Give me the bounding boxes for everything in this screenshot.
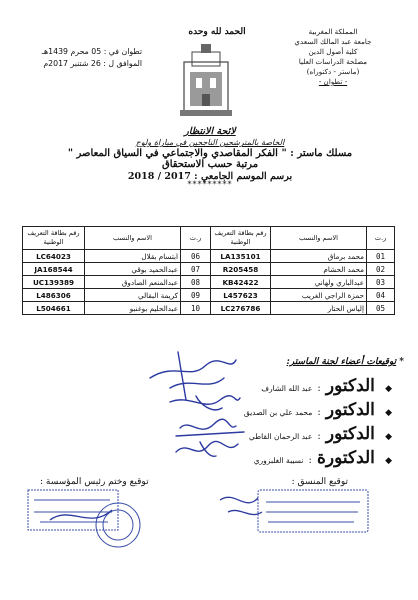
id-cell: R205458 — [211, 263, 271, 276]
member-rank: الدكتور — [325, 400, 375, 420]
table-row — [23, 289, 395, 302]
rank-cell: 05 — [367, 302, 395, 315]
program-prefix: مسلك ماستر : — [290, 148, 353, 159]
ministry-line: (ماستر - دكتوراه) — [306, 67, 360, 76]
committee-member: ◆ الدكتور : عبد الرحمان القاطي — [248, 424, 392, 444]
name-cell: عبدالحميد بوقي — [85, 263, 181, 276]
committee-member: ◆ الدكتور : عبد الله الشارف — [261, 376, 392, 396]
rank-cell: 01 — [367, 250, 395, 263]
coordinator-signature-label: توقيع المنسق : — [291, 477, 348, 487]
name-cell: محمد الحشام — [271, 263, 367, 276]
city-name: - تطوان - — [318, 77, 348, 86]
name-cell: كريمة البقالي — [85, 289, 181, 302]
signatures-heading: توقيعات أعضاء لجنة الماستر: — [286, 357, 397, 367]
ministry-line: مصلحة الدراسات العليا — [298, 57, 368, 66]
committee-member: ◆ الدكتور : محمد علي بن الصديق — [243, 400, 392, 420]
rank-cell: 06 — [181, 250, 211, 263]
program-name: " الفكر المقاصدي والاجتماعي في السياق المعاصر " — [67, 148, 287, 159]
id-cell: L457623 — [211, 289, 271, 302]
list-subtitle: الخاصة بالمترشحين الناجحين في مباراة ولوج — [135, 138, 285, 147]
president-stamp-icon — [28, 490, 140, 547]
member-name: عبد الرحمان القاطي — [248, 432, 313, 441]
column-header-id: رقم بطاقة التعريف الوطنية — [211, 227, 271, 250]
name-cell: عبدالباري ولهاني — [271, 276, 367, 289]
ministry-line: المملكة المغربية — [308, 27, 358, 36]
id-cell: LC64023 — [23, 250, 85, 263]
id-cell: KB42422 — [211, 276, 271, 289]
id-cell: LC276786 — [211, 302, 271, 315]
table-row — [23, 250, 395, 263]
bullet-icon: ◆ — [385, 384, 392, 394]
column-header-id: رقم بطاقة التعريف الوطنية — [23, 227, 85, 250]
university-logo-icon — [174, 44, 238, 120]
date-gregorian: الموافق ل : 26 شتنبر 2017م — [43, 59, 142, 68]
institution-header — [268, 27, 398, 87]
id-cell: JA168544 — [23, 263, 85, 276]
column-header-name: الاسم والنسب — [271, 227, 367, 250]
id-cell: UC139389 — [23, 276, 85, 289]
basmala: الحمد لله وحده — [188, 27, 246, 37]
ministry-line: كلية أصول الدين — [308, 47, 358, 56]
bullet-icon: ◆ — [385, 408, 392, 418]
id-cell: L486306 — [23, 289, 85, 302]
table-header-row — [23, 227, 395, 250]
waiting-list-table — [22, 226, 394, 315]
column-header-rank: ر.ت — [181, 227, 211, 250]
column-header-rank: ر.ت — [367, 227, 395, 250]
president-signature-label: توقيع وختم رئيس المؤسسة : — [40, 477, 149, 487]
title-star: * — [399, 357, 404, 367]
signatures-title — [287, 357, 404, 367]
academic-year: برسم الموسم الجامعي : 2017 / 2018 — [127, 171, 293, 182]
member-name: محمد علي بن الصديق — [243, 408, 313, 417]
rank-cell: 04 — [367, 289, 395, 302]
rank-cell: 07 — [181, 263, 211, 276]
rank-cell: 09 — [181, 289, 211, 302]
name-cell: عبدالحليم بوغنبو — [85, 302, 181, 315]
ranking-note: مرتبة حسب الاستحقاق — [161, 159, 259, 170]
member-name: عبد الله الشارف — [261, 384, 313, 393]
document-titles — [20, 126, 400, 189]
coordinator-stamp-icon — [220, 490, 368, 532]
table-row — [23, 276, 395, 289]
rank-cell: 03 — [367, 276, 395, 289]
stars-divider: ********* — [187, 180, 233, 189]
member-rank: الدكتور — [325, 376, 375, 396]
table-row — [23, 302, 395, 315]
name-cell: عبدالمنعم الصادوق — [85, 276, 181, 289]
name-cell: ابتسام بقلال — [85, 250, 181, 263]
member-rank: الدكتورة — [316, 448, 375, 468]
rank-cell: 10 — [181, 302, 211, 315]
rank-cell: 02 — [367, 263, 395, 276]
id-cell: L504661 — [23, 302, 85, 315]
bullet-icon: ◆ — [385, 432, 392, 442]
name-cell: محمد برماق — [271, 250, 367, 263]
date-block — [12, 46, 142, 70]
list-title: لائحة الانتظار — [184, 126, 236, 137]
member-name: نسيبة الغلبزوري — [253, 456, 304, 465]
committee-member: ◆ الدكتورة : نسيبة الغلبزوري — [253, 448, 392, 468]
table-row — [23, 263, 395, 276]
column-header-name: الاسم والنسب — [85, 227, 181, 250]
id-cell: LA135101 — [211, 250, 271, 263]
name-cell: حمزة الراجي الغريب — [271, 289, 367, 302]
ministry-line: جامعة عبد المالك السعدي — [294, 37, 372, 46]
name-cell: إلياس الحتار — [271, 302, 367, 315]
bullet-icon: ◆ — [385, 456, 392, 466]
member-rank: الدكتور — [325, 424, 375, 444]
program-line — [20, 148, 400, 159]
date-hijri: تطوان في : 05 محرم 1439هـ — [41, 47, 142, 56]
rank-cell: 08 — [181, 276, 211, 289]
